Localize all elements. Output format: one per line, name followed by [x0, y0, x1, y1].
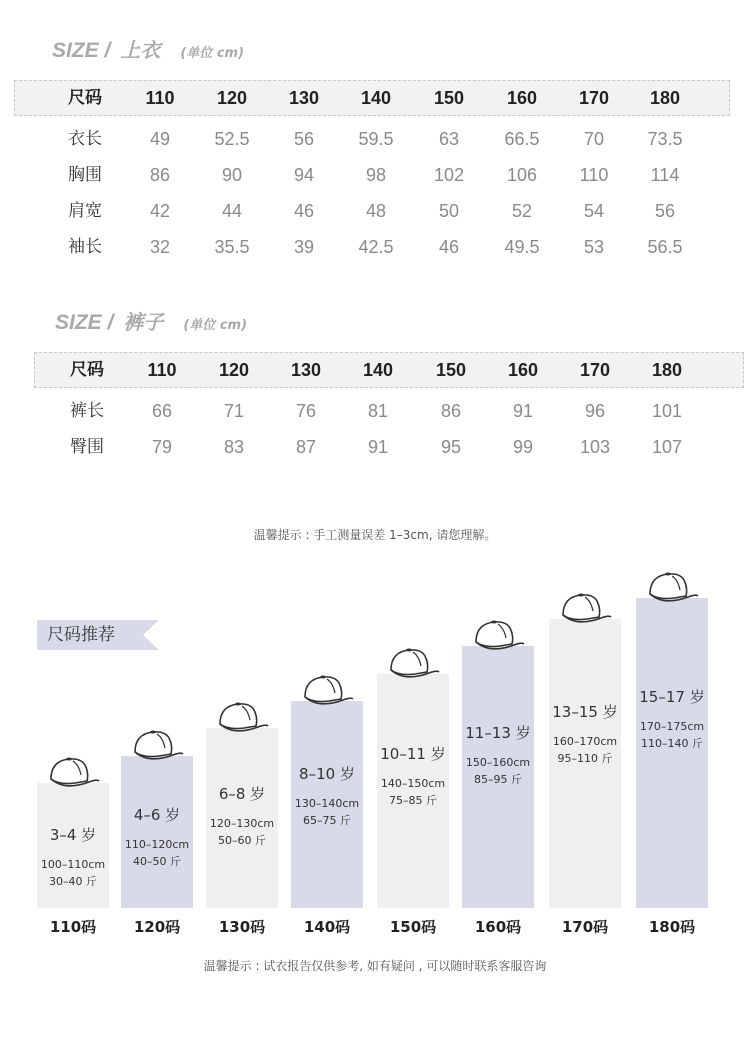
pants-size-header: 170 [579, 360, 611, 380]
table-cell: 86 [440, 401, 462, 421]
table-cell: 91 [367, 437, 389, 457]
tops-header-row [0, 80, 750, 116]
bar-age: 3–4 岁 [49, 826, 97, 844]
tops-title-zh: 上衣 [120, 38, 161, 62]
table-cell: 79 [151, 437, 173, 457]
table-row [0, 429, 750, 465]
table-cell: 86 [149, 165, 171, 185]
pants-size-header: 160 [507, 360, 539, 380]
table-row [0, 121, 750, 157]
cap-icon [557, 591, 613, 629]
bar-size-label: 160码 [474, 918, 522, 936]
bar-height: 120–130cm [209, 817, 275, 830]
table-cell: 35.5 [214, 237, 250, 257]
tops-size-header: 140 [360, 88, 392, 108]
cap-icon [470, 618, 526, 656]
row-label: 肩宽 [68, 201, 102, 221]
pants-title-zh: 裤子 [123, 310, 164, 334]
measure-tip: 温馨提示 : 手工测量误差 1–3cm, 请您理解。 [253, 528, 497, 542]
table-cell: 44 [221, 201, 243, 221]
cap-icon [129, 728, 185, 766]
cap-icon [299, 673, 355, 711]
recommend-bar [462, 646, 534, 908]
cap-icon [45, 755, 101, 793]
bar-weight: 110–140 斤 [641, 737, 703, 750]
recommend-bar [636, 598, 708, 908]
table-cell: 110 [579, 165, 609, 185]
cap-icon [385, 646, 441, 684]
table-cell: 103 [579, 437, 611, 457]
table-cell: 91 [512, 401, 534, 421]
table-cell: 99 [512, 437, 534, 457]
table-cell: 76 [295, 401, 317, 421]
table-cell: 81 [367, 401, 389, 421]
tops-size-header: 170 [578, 88, 610, 108]
table-cell: 71 [223, 401, 245, 421]
table-cell: 87 [295, 437, 317, 457]
tops-section-title [52, 34, 244, 63]
table-cell: 114 [650, 165, 680, 185]
bar-height: 170–175cm [639, 720, 705, 733]
table-cell: 95 [440, 437, 462, 457]
pants-header-row [0, 352, 750, 388]
table-cell: 42 [149, 201, 171, 221]
table-cell: 73.5 [647, 129, 683, 149]
table-cell: 94 [293, 165, 315, 185]
table-cell: 98 [365, 165, 387, 185]
tops-size-header: 160 [506, 88, 538, 108]
pants-title-en: SIZE / [55, 311, 114, 334]
recommend-title: 尺码推荐 [47, 625, 115, 645]
tops-size-header: 130 [288, 88, 320, 108]
recommend-bar [377, 674, 449, 908]
pants-size-header: 150 [435, 360, 467, 380]
tops-unit: (单位 cm) [180, 46, 245, 61]
bar-height: 110–120cm [124, 838, 190, 851]
table-cell: 50 [438, 201, 460, 221]
pants-size-header: 140 [362, 360, 394, 380]
bar-weight: 30–40 斤 [49, 875, 97, 888]
bar-age: 4–6 岁 [133, 806, 181, 824]
row-label: 胸围 [68, 165, 102, 185]
row-label: 裤长 [70, 401, 104, 421]
table-cell: 56 [293, 129, 315, 149]
table-cell: 46 [293, 201, 315, 221]
table-cell: 106 [506, 165, 538, 185]
bar-height: 130–140cm [294, 797, 360, 810]
row-label: 袖长 [68, 237, 102, 257]
fitting-tip: 温馨提示 : 试衣报告仅供参考, 如有疑问 , 可以随时联系客服咨询 [203, 959, 547, 973]
table-cell: 83 [223, 437, 245, 457]
table-cell: 59.5 [358, 129, 394, 149]
table-cell: 90 [221, 165, 243, 185]
bar-size-label: 180码 [648, 918, 696, 936]
table-cell: 96 [584, 401, 606, 421]
table-cell: 49.5 [504, 237, 540, 257]
recommend-title-tag [37, 620, 159, 650]
recommend-bar [291, 701, 363, 908]
table-row [0, 193, 750, 229]
table-cell: 102 [433, 165, 465, 185]
tops-size-header: 110 [145, 88, 175, 108]
table-cell: 56.5 [647, 237, 683, 257]
bar-height: 140–150cm [380, 777, 446, 790]
table-cell: 46 [438, 237, 460, 257]
table-cell: 32 [149, 237, 171, 257]
table-cell: 42.5 [358, 237, 394, 257]
bar-weight: 65–75 斤 [303, 814, 351, 827]
bar-height: 150–160cm [465, 756, 531, 769]
pants-size-header: 120 [218, 360, 250, 380]
bar-height: 160–170cm [552, 735, 618, 748]
pants-header-label: 尺码 [70, 360, 104, 380]
pants-size-header: 110 [147, 360, 177, 380]
bar-size-label: 110码 [49, 918, 97, 936]
bar-age: 13–15 岁 [552, 703, 618, 721]
cap-icon [644, 570, 700, 608]
recommend-bar [37, 783, 109, 908]
pants-size-header: 180 [651, 360, 683, 380]
bar-weight: 50–60 斤 [218, 834, 266, 847]
row-label: 臀围 [70, 437, 104, 457]
table-row [0, 393, 750, 429]
bar-age: 11–13 岁 [465, 724, 531, 742]
table-cell: 107 [651, 437, 683, 457]
bar-weight: 40–50 斤 [133, 855, 181, 868]
tops-size-header: 150 [433, 88, 465, 108]
bar-height: 100–110cm [40, 858, 106, 871]
table-cell: 101 [651, 401, 683, 421]
recommend-bar [206, 728, 278, 908]
pants-unit: (单位 cm) [183, 318, 248, 333]
pants-size-header: 130 [290, 360, 322, 380]
table-row [0, 229, 750, 265]
table-cell: 39 [293, 237, 315, 257]
recommend-bar [121, 756, 193, 908]
table-cell: 52 [511, 201, 533, 221]
tops-title-en: SIZE / [52, 39, 111, 62]
table-cell: 53 [583, 237, 605, 257]
table-cell: 63 [438, 129, 460, 149]
table-row [0, 157, 750, 193]
bar-weight: 85–95 斤 [474, 773, 522, 786]
table-cell: 66 [151, 401, 173, 421]
table-cell: 52.5 [214, 129, 250, 149]
recommend-bar [549, 619, 621, 908]
bar-size-label: 150码 [389, 918, 437, 936]
pants-section-title [55, 306, 247, 335]
bar-age: 6–8 岁 [218, 785, 266, 803]
tops-size-header: 180 [649, 88, 681, 108]
table-cell: 56 [654, 201, 676, 221]
table-cell: 70 [583, 129, 605, 149]
bar-age: 10–11 岁 [380, 745, 446, 763]
tops-header-label: 尺码 [68, 88, 102, 108]
tops-size-header: 120 [216, 88, 248, 108]
bar-weight: 75–85 斤 [389, 794, 437, 807]
row-label: 衣长 [68, 129, 102, 149]
bar-size-label: 140码 [303, 918, 351, 936]
bar-size-label: 120码 [133, 918, 181, 936]
table-cell: 54 [583, 201, 605, 221]
bar-age: 8–10 岁 [299, 765, 355, 783]
table-cell: 49 [149, 129, 171, 149]
bar-weight: 95–110 斤 [557, 752, 613, 765]
table-cell: 66.5 [504, 129, 540, 149]
bar-size-label: 130码 [218, 918, 266, 936]
table-cell: 48 [365, 201, 387, 221]
cap-icon [214, 700, 270, 738]
bar-age: 15–17 岁 [639, 688, 705, 706]
bar-size-label: 170码 [561, 918, 609, 936]
